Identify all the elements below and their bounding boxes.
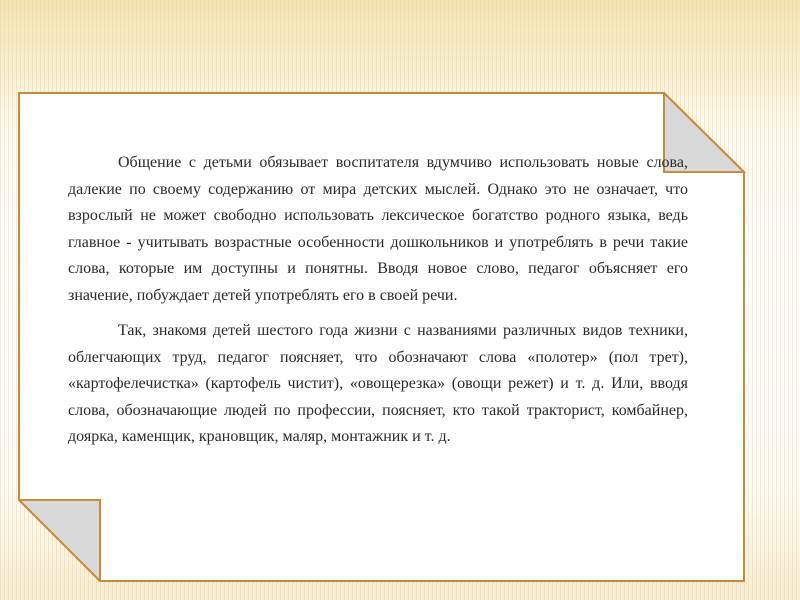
page-fold-bottom-left xyxy=(19,500,100,581)
paragraph-1: Общение с детьми обязывает воспитателя вдумчиво использовать новые слова, далекие по своему содержанию от мира детских мыслей. Однако это не означает, что взрослый не может свободно использовать лексическое богатство родного языка, ведь главное - учитывать возрастные особенности дошкольников и употреблять в речи такие слова, которые им доступны и понятны. Вводя новое слово, педагог объясняет его значение, побуждает детей употреблять его в своей речи. xyxy=(68,154,688,304)
content-panel xyxy=(18,92,746,582)
slide-body-text xyxy=(68,150,688,460)
paragraph-2: Так, знакомя детей шестого года жизни с названиями различных видов техники, облегчающих труд, педагог поясняет, что обозначают слова «полотер» (пол трет), «картофелечистка» (картофель чистит), «овощерезка» (овощи режет) и т. д. Или, вводя слова, обозначающие людей по профессии, поясняет, кто такой тракторист, комбайнер, доярка, каменщик, крановщик, маляр, монтажник и т. д. xyxy=(68,322,688,445)
